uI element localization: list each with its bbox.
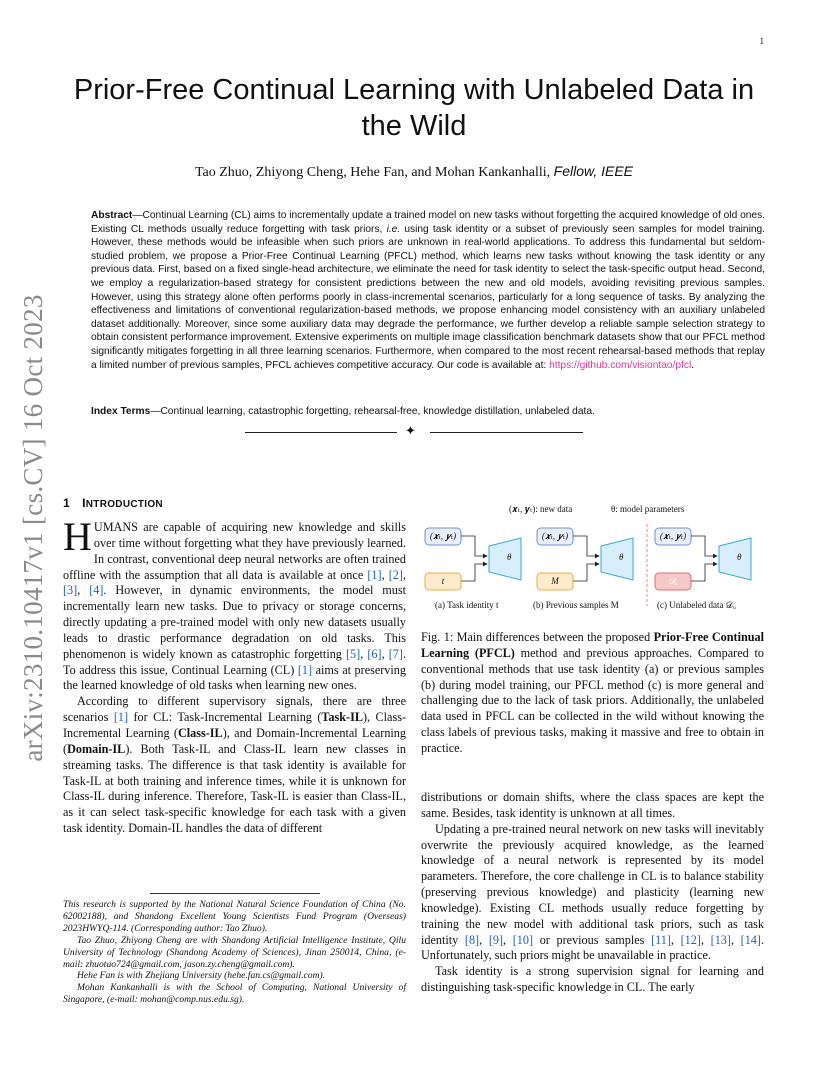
figure-caption bbox=[421, 630, 764, 757]
citation-link[interactable]: [11] bbox=[651, 932, 671, 947]
dropcap: H bbox=[63, 514, 92, 559]
caption-panel-c: (c) Unlabeled data 𝒟ᵤ bbox=[657, 600, 736, 610]
input-box-c: (𝒙ₜ, 𝒚ₜ) bbox=[659, 531, 687, 541]
author-list bbox=[60, 163, 768, 181]
term-task-il: Task-IL bbox=[321, 710, 363, 725]
citation-link[interactable]: [10] bbox=[512, 932, 534, 947]
text-run: . To address this issue, Continual Learning (CL) bbox=[63, 646, 407, 677]
citation-link[interactable]: [5] bbox=[346, 646, 361, 661]
figure-diagram bbox=[421, 518, 764, 610]
left-column-text bbox=[63, 514, 407, 837]
text-run: for CL: Task-Incremental Learning ( bbox=[128, 710, 322, 725]
text-run: or previous samples bbox=[533, 932, 652, 947]
text-run: . Unfortunately, such priors might be unavailable in practice. bbox=[421, 932, 765, 963]
footnote-affiliation-1: Tao Zhuo, Zhiyong Cheng are with Shandong Artificial Intelligence Institute, Qilu University of Technology (Shandong Academy of Sciences), Jinan 250014, China, (e-mail: zhuotao724@gmail.com, jason.zy.cheng@gmail.com). bbox=[63, 934, 406, 970]
section-divider bbox=[245, 425, 583, 439]
prior-box-task-identity: t bbox=[441, 576, 445, 586]
citation-link[interactable]: [1] bbox=[113, 710, 129, 725]
caption-text: Fig. 1: Main differences between the proposed bbox=[421, 630, 654, 644]
citation-link[interactable]: [7] bbox=[388, 646, 403, 661]
abstract-label: Abstract bbox=[91, 210, 133, 221]
intro-paragraph-5: Task identity is a strong supervision signal for learning and distinguishing task-specific knowledge in CL. The early bbox=[421, 964, 764, 995]
paper-title: Prior-Free Continual Learning with Unlabeled Data in the Wild bbox=[73, 74, 755, 142]
section-title-rest: NTRODUCTION bbox=[85, 499, 163, 510]
intro-paragraph-3: distributions or domain shifts, where the class spaces are kept the same. Besides, task identity is unknown at all times. bbox=[421, 790, 764, 820]
text-run: . However, in dynamic environments, the model must incrementally learn new tasks. Due to privacy or storage concerns, directly updating a pre-trained model with only new datasets usually leads to drastic performance degradation on old tasks. This phenomenon is widely known as catastrophic forgetting bbox=[63, 583, 406, 661]
index-terms-text: —Continual learning, catastrophic forgetting, rehearsal-free, knowledge distillation, unlabeled data. bbox=[150, 406, 595, 417]
theta-label-c: θ bbox=[737, 552, 742, 562]
code-link[interactable]: https://github.com/visiontao/pfcl bbox=[549, 359, 692, 371]
right-column-text bbox=[421, 790, 764, 996]
input-box-a: (𝒙ₜ, 𝒚ₜ) bbox=[429, 531, 457, 541]
abstract-end: . bbox=[691, 359, 695, 371]
author-suffix: Fellow, IEEE bbox=[553, 163, 634, 179]
section-heading-introduction bbox=[63, 496, 163, 510]
citation-link[interactable]: [6] bbox=[367, 646, 382, 661]
text-run: ). Both Task-IL and Class-IL learn new classes in streaming tasks. The difference is that task identity is available for Task-IL at both training and inference times, while it is unknown for Class-IL during inference. Therefore, Task-IL is easier than Class-IL, as it can select task-specific knowledge for each task with a given task identity. Domain-IL handles the data of different bbox=[63, 741, 406, 836]
intro-paragraph-1: HUMANS are capable of acquiring new knowledge and skills over time without forgetting what they have previously learned. In contrast, conventional deep neural networks are often trained offline with the assumption that all data is available at once [1], [2], [3], [4]. However, in dynamic environments, the model must incrementally learn new tasks. Due to privacy or storage concerns, directly updating a pre-trained model with only new datasets usually leads to drastic performance degradation on old tasks. This phenomenon is widely known as catastrophic forgetting [5], [6], [7]. To address this issue, Continual Learning (CL) [1] aims at preserving the learned knowledge of old tasks when learning new ones. bbox=[63, 514, 407, 693]
author-names: Tao Zhuo, Zhiyong Cheng, Hehe Fan, and Mohan Kankanhalli, bbox=[194, 165, 551, 180]
text-run: According to different supervisory signals, there are three scenarios bbox=[63, 694, 406, 725]
index-terms bbox=[91, 405, 765, 419]
citation-link[interactable]: [4] bbox=[89, 583, 104, 598]
footnote-affiliation-2: Hehe Fan is with Zhejiang University (hehe.fan.cs@gmail.com). bbox=[77, 970, 326, 982]
abstract-text-2: using task identity or a subset of previously seen samples for model training. However, these methods would be infeasible when such priors are unknown in real-world applications. To address this fundamental but seldom-studied problem, we propose a Prior-Free Continual Learning (PFCL) method, which learns new tasks without knowing the task identity or any previous data. First, based on a fixed single-head architecture, we eliminate the need for task identity to select the task-specific output head. Second, we employ a regularization-based strategy for consistent predictions between the new and old models, avoiding revisiting previous samples. However, using this strategy alone often performs poorly in class-incremental scenarios, particularly for a long sequence of tasks. By analyzing the effectiveness and limitations of conventional regularization-based methods, we propose enhancing model consistency with an auxiliary unlabeled dataset additionally. Moreover, since some auxiliary data may degrade the performance, we further develop a reliable sample selection strategy to obtain consistent performance improvement. Extensive experiments on multiple image classification benchmark datasets show that our PFCL method significantly mitigates forgetting in all three learning scenarios. Furthermore, when compared to the most recent rehearsal-based methods that replay a limited number of previous samples, PFCL achieves competitive accuracy. Our code is available at: bbox=[91, 223, 765, 371]
lead-word: UMANS bbox=[93, 520, 138, 534]
theta-label-a: θ bbox=[507, 552, 512, 562]
text-run: ), Class-Incremental Learning ( bbox=[63, 710, 406, 740]
caption-panel-b: (b) Previous samples M bbox=[533, 600, 619, 610]
intro-paragraph-2 bbox=[63, 694, 406, 837]
footnote-affiliation-3: Mohan Kankanhalli is with the School of Computing, National University of Singapore, (e-mail: mohan@comp.nus.edu.sg). bbox=[63, 982, 406, 1006]
footnotes bbox=[63, 899, 406, 1006]
caption-text: method and previous approaches. Compared to conventional methods that use task identity (a) or previous samples (b) during model training, our PFCL method (c) is more general and challenging due to the lack of task priors. Additionally, the unlabeled data used in PFCL can be collected in the wild without knowing the class labels of previous tasks, making it massive and free to obtain in practice. bbox=[421, 645, 765, 755]
footnote-funding: This research is supported by the National Natural Science Foundation of China (No. 62002188), and Shandong Excellent Young Scientists Fund Program (Overseas) 2023HWYQ-114. (Corresponding author: Tao Zhuo). bbox=[63, 899, 406, 934]
figure-1 bbox=[421, 500, 764, 620]
citation-link[interactable]: [3] bbox=[63, 583, 78, 598]
citation-link[interactable]: [2] bbox=[388, 567, 403, 582]
citation-link[interactable]: [8] bbox=[464, 932, 480, 947]
prior-box-previous-samples: M bbox=[551, 576, 559, 586]
divider-ornament-icon: ✦ bbox=[405, 423, 416, 438]
citation-link[interactable]: [13] bbox=[710, 932, 731, 947]
citation-link[interactable]: [9] bbox=[488, 932, 504, 947]
index-terms-label: Index Terms bbox=[91, 406, 151, 417]
input-box-b: (𝒙ₜ, 𝒚ₜ) bbox=[541, 531, 569, 541]
citation-link[interactable]: [14] bbox=[740, 932, 761, 947]
caption-method-name: Prior-Free Continual Learning (PFCL) bbox=[421, 630, 764, 660]
abstract-text: —Continual Learning (CL) aims to incrementally update a trained model on new tasks without forgetting the acquired knowledge of old ones. Existing CL methods usually reduce forgetting with task priors, bbox=[91, 210, 765, 235]
prior-box-unlabeled-data: 𝒟ᵤ bbox=[668, 576, 678, 586]
citation-link[interactable]: [1] bbox=[297, 662, 313, 677]
term-domain-il: Domain-IL bbox=[67, 741, 126, 756]
legend-model-params: θ: model parameters bbox=[611, 504, 685, 514]
text-run: are capable of acquiring new knowledge and skills over time without forgetting what they have previously learned. In contrast, conventional deep neural networks are often trained offline with the assumption that all data is available at once bbox=[63, 520, 406, 582]
section-title-initial: I bbox=[82, 496, 86, 510]
text-run: Updating a pre-trained neural network on new tasks will inevitably overwrite the previously acquired knowledge, as the learned knowledge of a neural network is represented by its model parameters. Therefore, the core challenge in CL is to balance stability (preserving previous knowledge) and plasticity (learning new knowledge). Existing CL methods usually reduce forgetting by training the new model with additional task priors, such as task identity bbox=[421, 821, 764, 947]
section-number: 1 bbox=[63, 496, 71, 510]
text-run: ), and Domain-Incremental Learning ( bbox=[63, 725, 406, 756]
citation-link[interactable]: [12] bbox=[680, 932, 701, 947]
text-run: aims at preserving the learned knowledge of old tasks when learning new ones. bbox=[63, 662, 406, 693]
page-number: 1 bbox=[759, 36, 764, 46]
term-class-il: Class-IL bbox=[177, 725, 223, 740]
divider-line-right bbox=[430, 432, 583, 433]
footnote-rule bbox=[150, 893, 320, 894]
theta-label-b: θ bbox=[619, 552, 624, 562]
citation-link[interactable]: [1] bbox=[367, 567, 382, 582]
intro-paragraph-4: Updating a pre-trained neural network on new tasks will inevitably overwrite the previously acquired knowledge, as the learned knowledge of a neural network is represented by its model parameters. Therefore, the core challenge in CL is to balance stability (preserving previous knowledge) and plasticity (learning new knowledge). Existing CL methods usually reduce forgetting by training the new model with additional task priors, such as task identity [8], [9], [10] or previous samples [11], [12], [13], [14]. Unfortunately, such priors might be unavailable in practice. bbox=[421, 821, 765, 963]
divider-line-left bbox=[245, 432, 397, 433]
abstract bbox=[91, 209, 765, 372]
abstract-ie: i.e. bbox=[386, 223, 401, 235]
legend-new-data: (𝒙ₜ, 𝒚ₜ): new data bbox=[509, 504, 573, 514]
caption-panel-a: (a) Task identity t bbox=[435, 600, 499, 610]
arxiv-stamp: arXiv:2310.10417v1 [cs.CV] 16 Oct 2023 bbox=[18, 294, 48, 762]
